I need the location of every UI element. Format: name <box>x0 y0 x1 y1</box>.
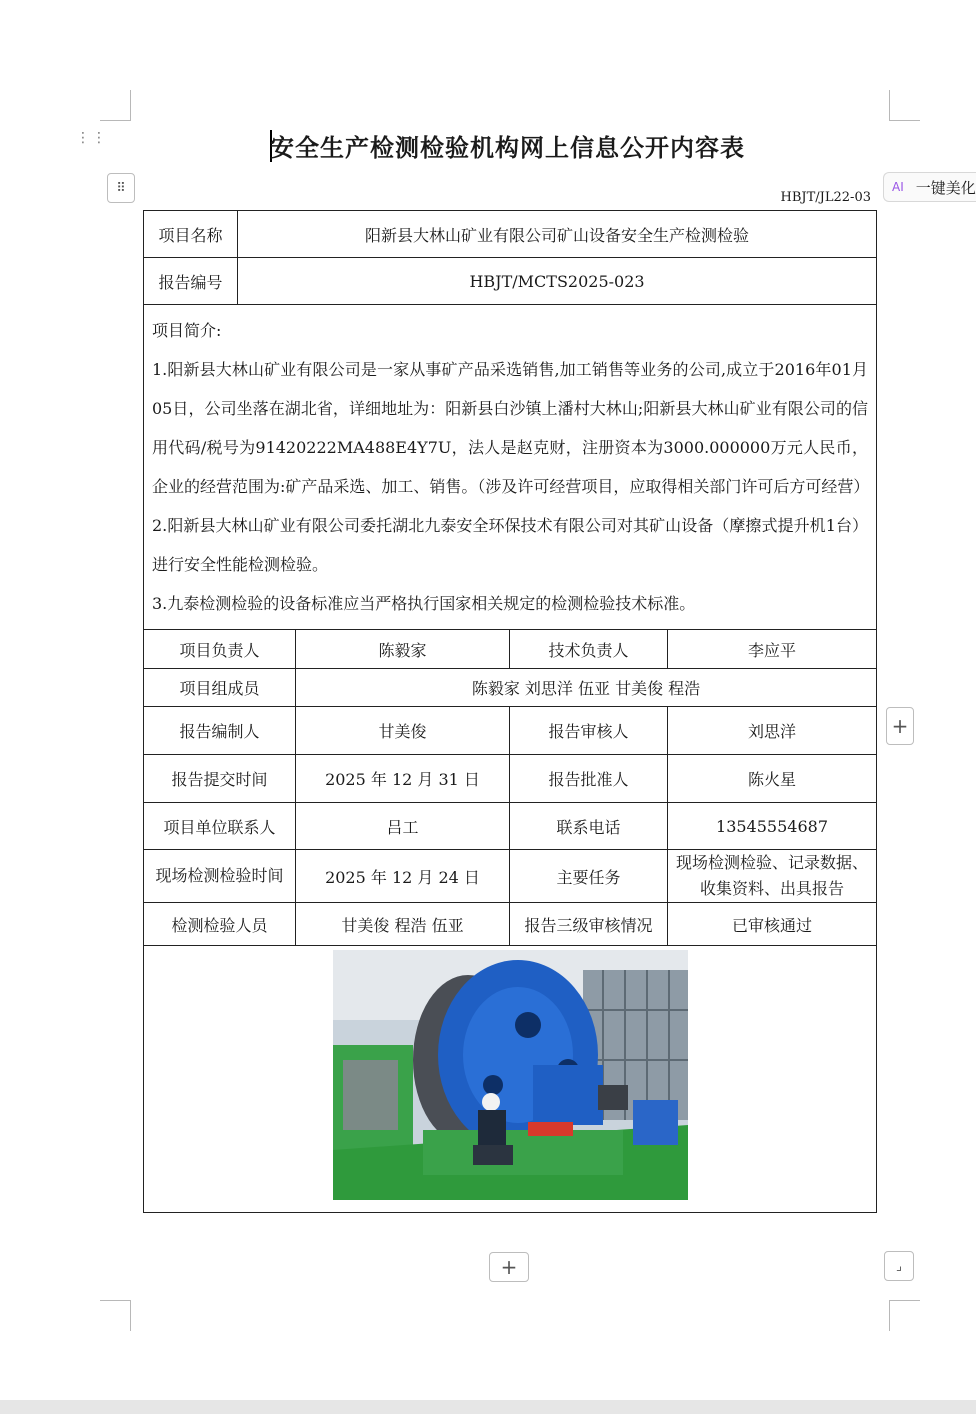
intro-paragraph: 2.阳新县大林山矿业有限公司委托湖北九泰安全环保技术有限公司对其矿山设备（摩擦式提升机1台）进行安全性能检测检验。 <box>152 516 869 574</box>
add-row-button[interactable] <box>489 1252 529 1282</box>
phone-value[interactable]: 13545554687 <box>668 803 877 850</box>
unit-contact-value[interactable]: 吕工 <box>296 803 510 850</box>
plus-icon: + <box>500 1255 518 1279</box>
report-author-value[interactable]: 甘美俊 <box>296 707 510 755</box>
inspectors-value[interactable]: 甘美俊 程浩 伍亚 <box>296 903 510 946</box>
report-no-value[interactable]: HBJT/MCTS2025-023 <box>238 258 877 305</box>
plus-icon: + <box>891 714 909 738</box>
tech-lead-label: 技术负责人 <box>510 630 668 669</box>
project-name-label: 项目名称 <box>144 211 238 258</box>
table-row <box>144 803 877 850</box>
ai-badge-icon: AI <box>892 180 904 194</box>
table-row <box>144 903 877 946</box>
phone-label: 联系电话 <box>510 803 668 850</box>
review-status-label: 报告三级审核情况 <box>510 903 668 946</box>
grid-dots-icon: ⠿ <box>116 180 126 196</box>
table-row <box>144 669 877 707</box>
onsite-time-value[interactable]: 2025 年 12 月 24 日 <box>296 850 510 903</box>
team-members-label: 项目组成员 <box>144 669 296 707</box>
intro-paragraph: 3.九泰检测检验的设备标准应当严格执行国家相关规定的检测检验技术标准。 <box>152 594 696 613</box>
main-task-label: 主要任务 <box>510 850 668 903</box>
intro-heading: 项目简介: <box>152 321 222 340</box>
table-row <box>144 211 877 258</box>
table-resize-button[interactable] <box>884 1251 914 1281</box>
ai-beautify-label: 一键美化 <box>915 178 976 197</box>
unit-contact-label: 项目单位联系人 <box>144 803 296 850</box>
ai-beautify-button[interactable] <box>883 172 976 202</box>
photo-cell <box>144 946 877 1213</box>
submit-time-value[interactable]: 2025 年 12 月 31 日 <box>296 755 510 803</box>
team-members-value[interactable]: 陈毅家 刘思洋 伍亚 甘美俊 程浩 <box>296 669 877 707</box>
inspectors-label: 检测检验人员 <box>144 903 296 946</box>
tech-lead-value[interactable]: 李应平 <box>668 630 877 669</box>
review-status-value[interactable]: 已审核通过 <box>668 903 877 946</box>
info-table <box>143 210 877 1213</box>
table-row <box>144 946 877 1213</box>
page-corner-mark <box>100 1300 131 1331</box>
site-photo[interactable] <box>333 950 688 1200</box>
horizontal-scrollbar[interactable] <box>0 1400 976 1414</box>
table-row <box>144 630 877 669</box>
main-task-value[interactable]: 现场检测检验、记录数据、收集资料、出具报告 <box>668 850 877 903</box>
add-column-button[interactable] <box>886 707 914 745</box>
submit-time-label: 报告提交时间 <box>144 755 296 803</box>
table-row <box>144 707 877 755</box>
table-row <box>144 755 877 803</box>
table-row <box>144 258 877 305</box>
report-author-label: 报告编制人 <box>144 707 296 755</box>
onsite-time-label: 现场检测检验时间 <box>144 850 296 903</box>
page-corner-mark <box>100 90 131 121</box>
project-lead-label: 项目负责人 <box>144 630 296 669</box>
project-lead-value[interactable]: 陈毅家 <box>296 630 510 669</box>
document-code: HBJT/JL22-03 <box>780 190 871 205</box>
drag-handle-icon[interactable]: ⋮⋮ <box>76 130 108 146</box>
report-reviewer-label: 报告审核人 <box>510 707 668 755</box>
report-approver-value[interactable]: 陈火星 <box>668 755 877 803</box>
intro-paragraph: 1.阳新县大林山矿业有限公司是一家从事矿产品采选销售,加工销售等业务的公司,成立于2016年01月05日，公司坐落在湖北省，详细地址为：阳新县白沙镇上潘村大林山;阳新县大林山矿业有限公司的信用代码/税号为91420222MA488E4Y7U，法人是赵克财，注册资本为3000.000000万元人民币，企业的经营范围为:矿产品采选、加工、销售。（涉及许可经营项目，应取得相关部门许可后方可经营） <box>152 360 870 496</box>
page-corner-mark <box>889 1300 920 1331</box>
project-name-value[interactable]: 阳新县大林山矿业有限公司矿山设备安全生产检测检验 <box>238 211 877 258</box>
report-reviewer-value[interactable]: 刘思洋 <box>668 707 877 755</box>
hoist-machine-photo <box>333 950 688 1200</box>
resize-icon: ⌟ <box>895 1258 903 1274</box>
report-approver-label: 报告批准人 <box>510 755 668 803</box>
page-title: 安全生产检测检验机构网上信息公开内容表 <box>270 134 745 162</box>
page-corner-mark <box>889 90 920 121</box>
table-handle-button[interactable] <box>107 173 135 203</box>
table-row <box>144 305 877 630</box>
table-row <box>144 850 877 903</box>
project-intro-cell[interactable] <box>144 305 877 630</box>
report-no-label: 报告编号 <box>144 258 238 305</box>
